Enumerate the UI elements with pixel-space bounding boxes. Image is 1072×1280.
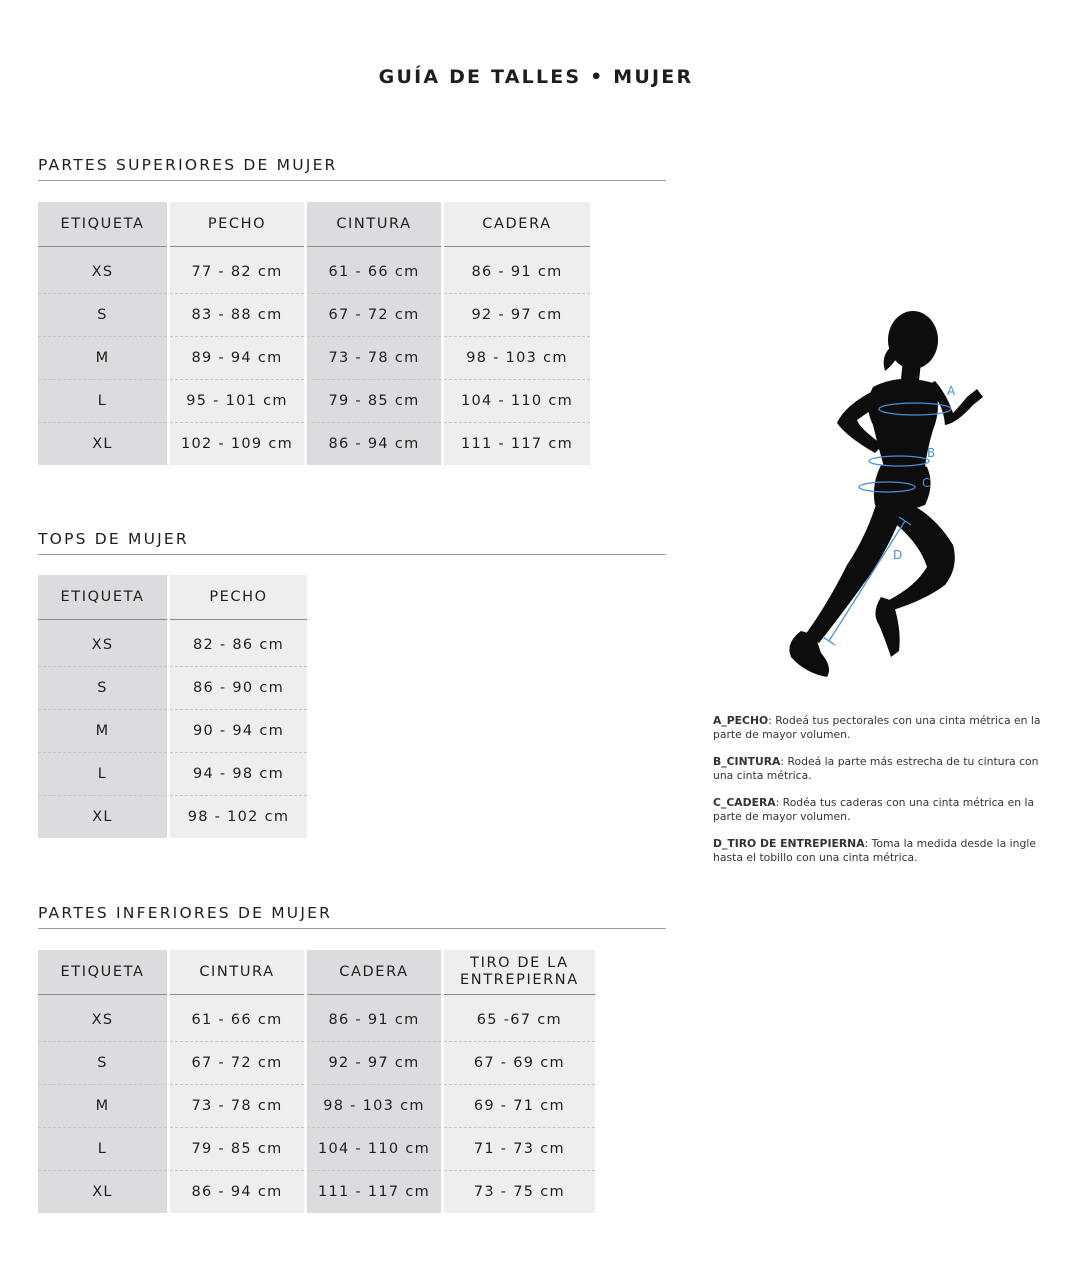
header-cintura: CINTURA [170, 950, 304, 995]
table-row [38, 423, 590, 465]
table-cell: 111 - 117 cm [444, 423, 590, 465]
section-title-upper: PARTES SUPERIORES DE MUJER [38, 156, 666, 181]
measurement-legend [713, 714, 1043, 878]
table-row [38, 796, 307, 838]
table-cell: 83 - 88 cm [170, 294, 304, 337]
section-title-tops: TOPS DE MUJER [38, 530, 666, 555]
upper-size-table [35, 202, 593, 465]
table-row [38, 1042, 595, 1085]
label-c: C [922, 476, 931, 490]
runner-figure [775, 305, 995, 685]
table-row [38, 247, 590, 294]
table-cell: 90 - 94 cm [170, 710, 307, 753]
table-cell: 69 - 71 cm [444, 1085, 595, 1128]
table-cell: 98 - 102 cm [170, 796, 307, 838]
table-cell: 92 - 97 cm [307, 1042, 441, 1085]
table-cell: 104 - 110 cm [307, 1128, 441, 1171]
lower-size-table [35, 950, 598, 1213]
table-row [38, 380, 590, 423]
runner-silhouette [789, 311, 983, 677]
table-cell: 79 - 85 cm [170, 1128, 304, 1171]
legend-item-pecho: A_PECHO: Rodeá tus pectorales con una cinta métrica en la parte de mayor volumen. [713, 714, 1041, 741]
table-cell: 98 - 103 cm [444, 337, 590, 380]
table-row [38, 337, 590, 380]
table-cell: 104 - 110 cm [444, 380, 590, 423]
header-cintura: CINTURA [307, 202, 441, 247]
legend-item-cadera: C_CADERA: Rodéa tus caderas con una cinta métrica en la parte de mayor volumen. [713, 796, 1035, 823]
header-pecho: PECHO [170, 202, 304, 247]
size-label: XL [38, 423, 167, 465]
table-cell: 65 -67 cm [444, 995, 595, 1042]
measure-d-tick-bottom [823, 637, 835, 645]
size-label: S [38, 1042, 167, 1085]
table-cell: 73 - 78 cm [307, 337, 441, 380]
table-cell: 102 - 109 cm [170, 423, 304, 465]
table-cell: 89 - 94 cm [170, 337, 304, 380]
table-cell: 111 - 117 cm [307, 1171, 441, 1213]
table-cell: 73 - 78 cm [170, 1085, 304, 1128]
table-row [38, 294, 590, 337]
header-pecho: PECHO [170, 575, 307, 620]
size-label: S [38, 294, 167, 337]
size-label: XS [38, 995, 167, 1042]
tops-size-table [35, 575, 310, 838]
header-etiqueta: ETIQUETA [38, 575, 167, 620]
table-cell: 67 - 69 cm [444, 1042, 595, 1085]
table-cell: 71 - 73 cm [444, 1128, 595, 1171]
table-row [38, 1128, 595, 1171]
legend-item-tiro: D_TIRO DE ENTREPIERNA: Toma la medida desde la ingle hasta el tobillo con una cinta métrica. [713, 837, 1036, 864]
size-label: L [38, 753, 167, 796]
table-row [38, 753, 307, 796]
table-cell: 61 - 66 cm [170, 995, 304, 1042]
page-title: GUÍA DE TALLES • MUJER [378, 66, 694, 88]
section-title-lower: PARTES INFERIORES DE MUJER [38, 904, 666, 929]
table-row [38, 710, 307, 753]
table-cell: 86 - 94 cm [307, 423, 441, 465]
size-label: XL [38, 796, 167, 838]
table-row [38, 667, 307, 710]
size-label: L [38, 380, 167, 423]
table-cell: 86 - 90 cm [170, 667, 307, 710]
size-label: L [38, 1128, 167, 1171]
size-label: S [38, 667, 167, 710]
table-row [38, 1171, 595, 1213]
label-b: B [927, 446, 936, 460]
size-label: M [38, 1085, 167, 1128]
table-row [38, 995, 595, 1042]
header-tiro: TIRO DE LA ENTREPIERNA [444, 950, 595, 995]
header-cadera: CADERA [307, 950, 441, 995]
size-label: XL [38, 1171, 167, 1213]
size-label: XS [38, 247, 167, 294]
table-cell: 77 - 82 cm [170, 247, 304, 294]
header-cadera: CADERA [444, 202, 590, 247]
table-cell: 98 - 103 cm [307, 1085, 441, 1128]
legend-item-cintura: B_CINTURA: Rodeá la parte más estrecha de tu cintura con una cinta métrica. [713, 755, 1039, 782]
table-cell: 86 - 91 cm [444, 247, 590, 294]
table-cell: 82 - 86 cm [170, 620, 307, 667]
table-cell: 61 - 66 cm [307, 247, 441, 294]
table-cell: 67 - 72 cm [307, 294, 441, 337]
label-d: D [893, 548, 903, 562]
table-cell: 86 - 91 cm [307, 995, 441, 1042]
table-cell: 73 - 75 cm [444, 1171, 595, 1213]
size-label: M [38, 710, 167, 753]
table-row [38, 1085, 595, 1128]
label-a: A [947, 384, 956, 398]
size-label: XS [38, 620, 167, 667]
header-etiqueta: ETIQUETA [38, 950, 167, 995]
header-etiqueta: ETIQUETA [38, 202, 167, 247]
table-cell: 67 - 72 cm [170, 1042, 304, 1085]
table-cell: 92 - 97 cm [444, 294, 590, 337]
table-cell: 79 - 85 cm [307, 380, 441, 423]
table-cell: 94 - 98 cm [170, 753, 307, 796]
table-cell: 95 - 101 cm [170, 380, 304, 423]
table-cell: 86 - 94 cm [170, 1171, 304, 1213]
size-label: M [38, 337, 167, 380]
table-row [38, 620, 307, 667]
